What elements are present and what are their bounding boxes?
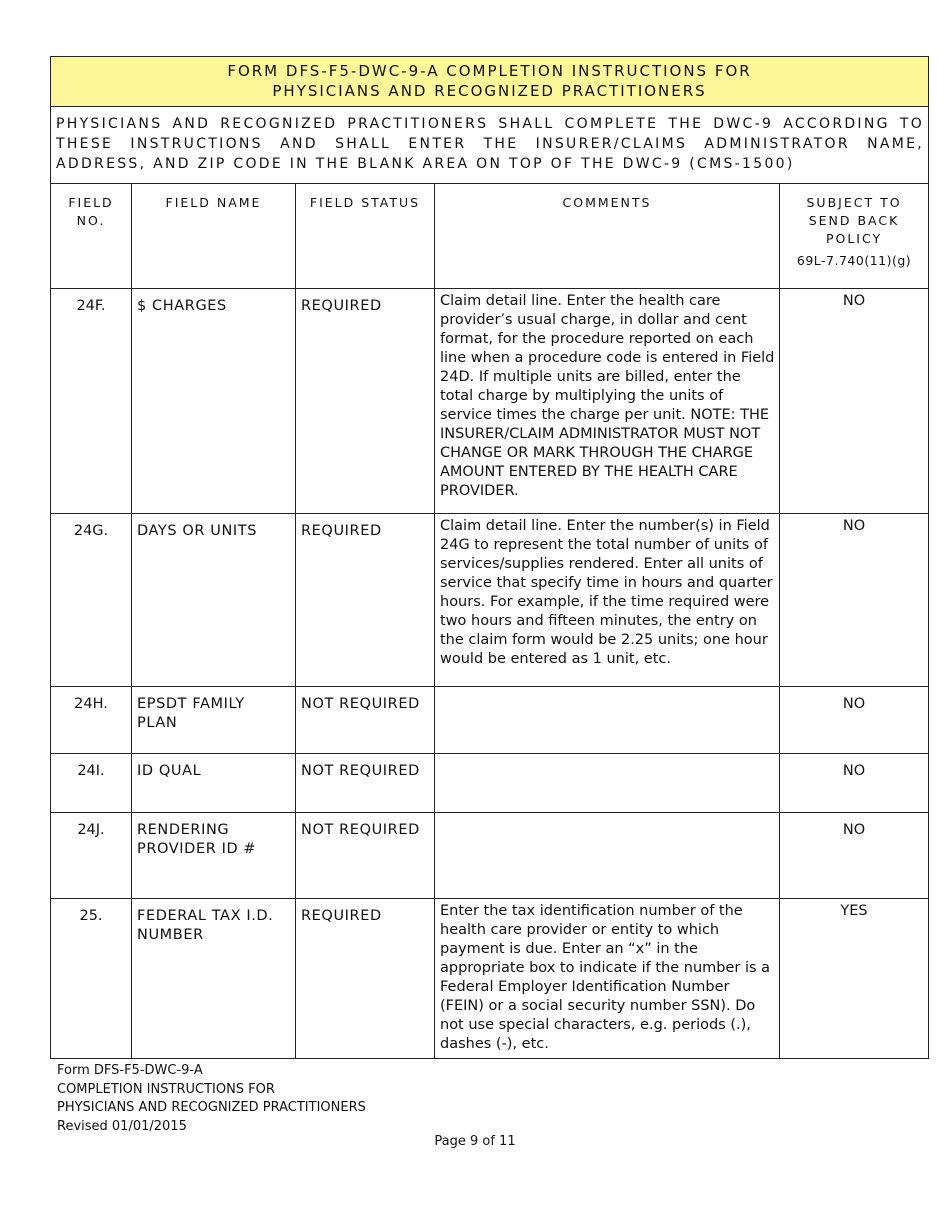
footer-line-3: PHYSICIANS AND RECOGNIZED PRACTITIONERS — [57, 1100, 366, 1115]
send-back-policy: NO — [780, 754, 929, 813]
form-title-line-2: PHYSICIANS AND RECOGNIZED PRACTITIONERS — [272, 82, 707, 100]
field-status: NOT REQUIRED — [296, 813, 435, 899]
table-row — [51, 514, 929, 687]
field-comment: Claim detail line. Enter the health care provider’s usual charge, in dollar and cent format, for the procedure reported on each line when a procedure code is entered in Field 24D. If multiple units are billed, enter the total charge by multiplying the units of service times the charge per unit. NOTE: THE INSURER/CLAIM ADMINISTRATOR MUST NOT CHANGE OR MARK THROUGH THE CHARGE AMOUNT ENTERED BY THE HEALTH CARE PROVIDER. — [435, 289, 780, 514]
field-number: 24H. — [51, 687, 132, 754]
field-comment: Claim detail line. Enter the number(s) in Field 24G to represent the total number of units of services/supplies rendered. Enter all units of service that specify time in hours and quarter hours. For example, if the time required were two hours and fifteen minutes, the entry on the claim form would be 2.25 units; one hour would be entered as 1 unit, etc. — [435, 514, 780, 687]
table-row — [51, 687, 929, 754]
field-comment — [435, 754, 780, 813]
field-name: EPSDT FAMILY PLAN — [132, 687, 296, 754]
header-policy-ref: 69L-7.740(11)(g) — [796, 253, 912, 268]
send-back-policy: NO — [780, 289, 929, 514]
send-back-policy: NO — [780, 813, 929, 899]
field-comment: Enter the tax identification number of the health care provider or entity to which payment is due. Enter an “x” in the appropriate box to indicate if the number is a Federal Employer Identification Number (FEIN) or a social security number SSN). Do not use special characters, e.g. periods (.), dashes (-), etc. — [435, 899, 780, 1059]
field-comment — [435, 687, 780, 754]
field-number: 24J. — [51, 813, 132, 899]
send-back-policy: NO — [780, 687, 929, 754]
header-policy — [780, 184, 929, 289]
field-status: REQUIRED — [296, 899, 435, 1059]
header-field-no: FIELD NO. — [51, 184, 132, 289]
intro-text: PHYSICIANS AND RECOGNIZED PRACTITIONERS SHALL COMPLETE THE DWC-9 ACCORDING TO THESE INSTRUCTIONS AND SHALL ENTER THE INSURER/CLAIMS ADMINISTRATOR NAME, ADDRESS, AND ZIP CODE IN THE BLANK AREA ON TOP OF THE DWC-9 (CMS-1500) — [51, 107, 929, 184]
field-number: 24I. — [51, 754, 132, 813]
page-number: Page 9 of 11 — [434, 1134, 516, 1149]
field-name: RENDERING PROVIDER ID # — [132, 813, 296, 899]
send-back-policy: YES — [780, 899, 929, 1059]
column-header-row — [51, 184, 929, 289]
instructions-table — [50, 56, 929, 1059]
field-number: 25. — [51, 899, 132, 1059]
field-name: DAYS OR UNITS — [132, 514, 296, 687]
field-number: 24F. — [51, 289, 132, 514]
send-back-policy: NO — [780, 514, 929, 687]
instructions-form — [50, 56, 928, 1059]
field-name: ID QUAL — [132, 754, 296, 813]
form-footer — [57, 1062, 366, 1136]
field-status: REQUIRED — [296, 289, 435, 514]
field-status: NOT REQUIRED — [296, 754, 435, 813]
header-field-name: FIELD NAME — [132, 184, 296, 289]
field-number: 24G. — [51, 514, 132, 687]
field-status: NOT REQUIRED — [296, 687, 435, 754]
field-name: FEDERAL TAX I.D. NUMBER — [132, 899, 296, 1059]
footer-revised: Revised 01/01/2015 — [57, 1118, 187, 1134]
footer-form-id: Form DFS-F5-DWC-9-A — [57, 1063, 203, 1078]
table-row — [51, 289, 929, 514]
header-policy-label: SUBJECT TO SEND BACK POLICY — [806, 195, 902, 246]
field-status: REQUIRED — [296, 514, 435, 687]
header-field-status: FIELD STATUS — [296, 184, 435, 289]
footer-line-2: COMPLETION INSTRUCTIONS FOR — [57, 1081, 275, 1097]
header-comments: COMMENTS — [435, 184, 780, 289]
field-comment — [435, 813, 780, 899]
form-title — [51, 57, 929, 107]
table-row — [51, 754, 929, 813]
table-row — [51, 899, 929, 1059]
table-row — [51, 813, 929, 899]
form-title-line-1: FORM DFS-F5-DWC-9-A COMPLETION INSTRUCTIONS FOR — [227, 62, 752, 80]
field-name: $ CHARGES — [132, 289, 296, 514]
